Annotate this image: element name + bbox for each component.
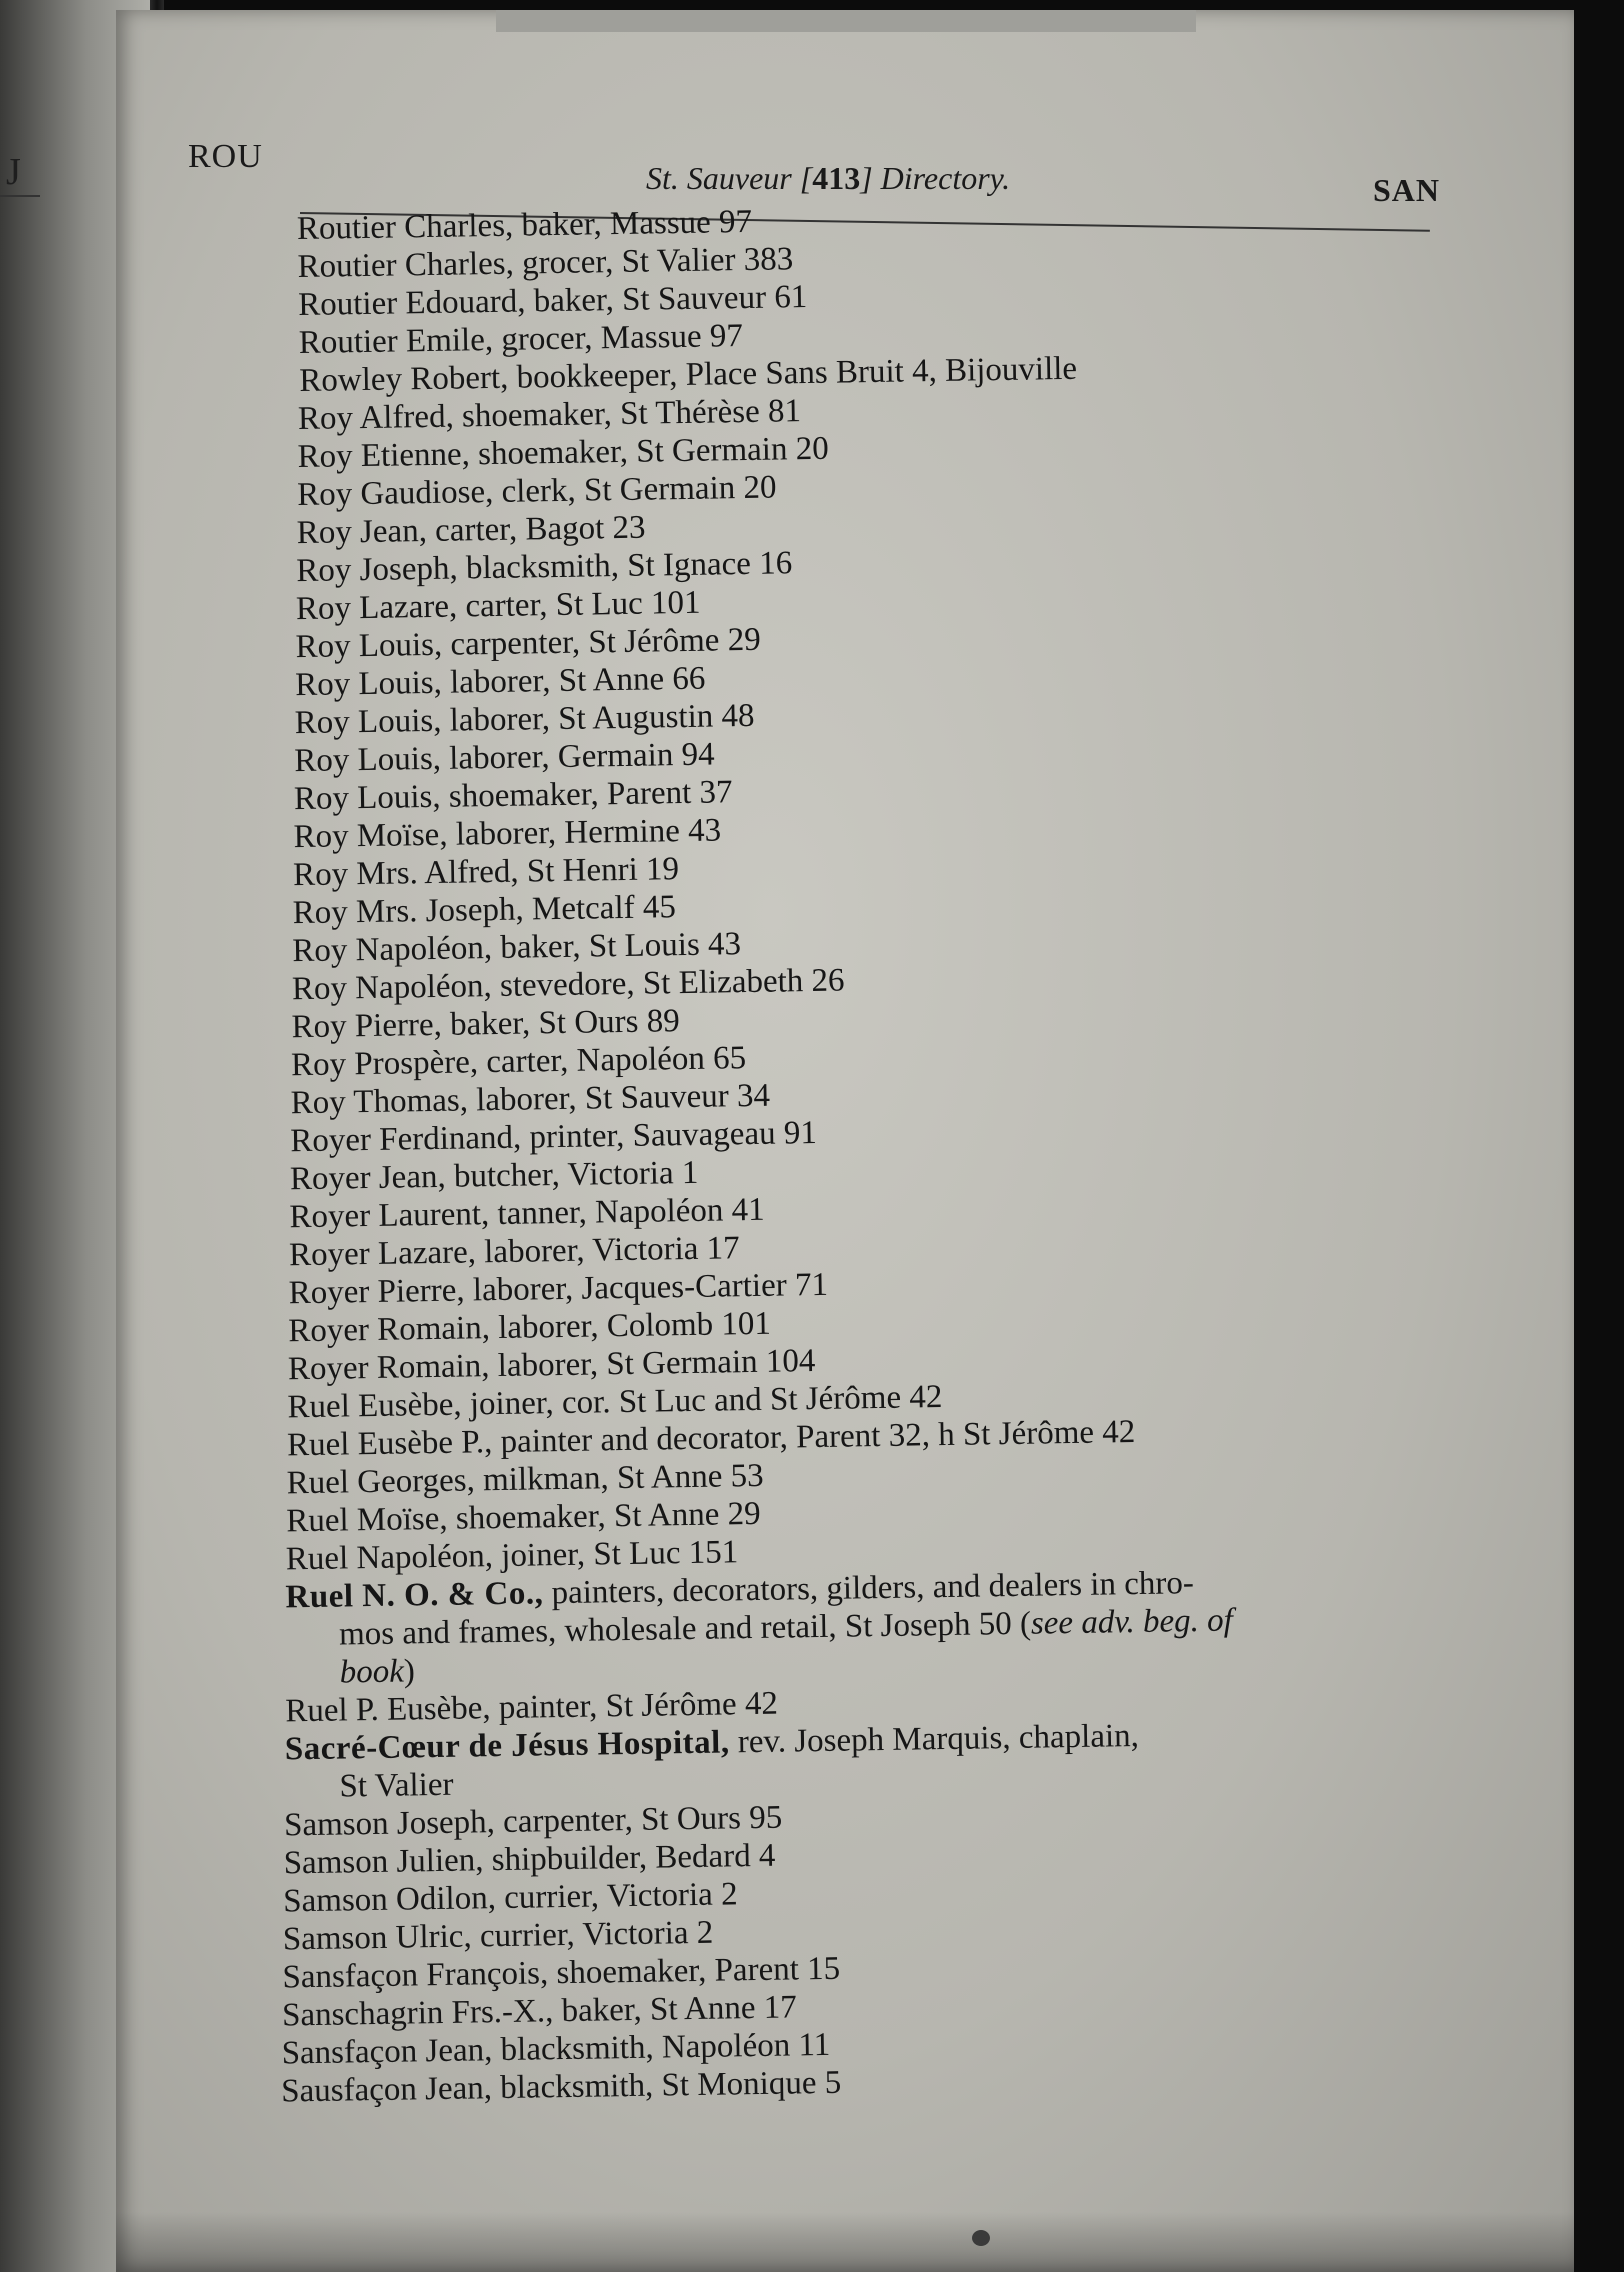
entry-line: Roy Lazare, carter, St Luc 101 xyxy=(295,584,701,628)
sacre-coeur-line1: rev. Joseph Marquis, chaplain, xyxy=(729,1717,1140,1761)
header-left-guide: ROU xyxy=(188,138,263,175)
sacre-coeur-continuation: St Valier xyxy=(339,1766,454,1805)
entry-line: Roy Mrs. Joseph, Metcalf 45 xyxy=(292,889,677,932)
entry-line: Sausfaçon Jean, blacksmith, St Monique 5 xyxy=(280,2064,842,2110)
entry-line: Ruel Eusèbe P., painter and decorator, Parent 32, h St Jérôme 42 xyxy=(286,1414,1136,1464)
header-title-suffix: ] Directory. xyxy=(860,160,1011,196)
ruel-co-adv-note: see adv. beg. of xyxy=(1030,1602,1234,1642)
entry-line: Sanschagrin Frs.-X., baker, St Anne 17 xyxy=(281,1989,797,2034)
entry-line: Rowley Robert, bookkeeper, Place Sans Bruit 4, Bijouville xyxy=(299,350,1078,400)
entry-line: Royer Jean, butcher, Victoria 1 xyxy=(289,1154,699,1198)
entry-line: Roy Jean, carter, Bagot 23 xyxy=(296,509,646,552)
entry-line: Ruel Napoléon, joiner, St Luc 151 xyxy=(285,1534,739,1578)
entry-line: Ruel Georges, milkman, St Anne 53 xyxy=(286,1457,764,1502)
entry-line: Routier Emile, grocer, Massue 97 xyxy=(298,318,744,362)
sacre-coeur-name: Sacré-Cœur de Jésus Hospital, xyxy=(284,1724,730,1768)
entry-line: Samson Ulric, currier, Victoria 2 xyxy=(282,1914,714,1958)
page-top-tab xyxy=(496,10,1196,32)
entry-line: Royer Romain, laborer, St Germain 104 xyxy=(287,1343,816,1388)
left-page-letter: J xyxy=(6,151,21,193)
page-number: 413 xyxy=(812,160,861,196)
entry-line: Royer Lazare, laborer, Victoria 17 xyxy=(288,1230,740,1274)
entry-line: Royer Pierre, laborer, Jacques-Cartier 71 xyxy=(288,1266,829,1312)
entry-line: Routier Charles, grocer, St Valier 383 xyxy=(297,241,794,286)
entry-line: Routier Charles, baker, Massue 97 xyxy=(296,203,753,248)
entry-line: Roy Mrs. Alfred, St Henri 19 xyxy=(292,851,680,894)
entry-line: Samson Joseph, carpenter, St Ours 95 xyxy=(283,1799,783,1844)
entry-line: Roy Napoléon, stevedore, St Elizabeth 26 xyxy=(291,962,845,1008)
header-title-prefix: St. Sauveur [ xyxy=(646,160,813,196)
running-header xyxy=(188,138,1440,208)
ruel-co-continuation xyxy=(339,1652,415,1691)
entry-line: Royer Ferdinand, printer, Sauvageau 91 xyxy=(290,1114,818,1160)
entry-line: Royer Romain, laborer, Colomb 101 xyxy=(288,1305,772,1350)
entry-line: Ruel Eusèbe, joiner, cor. St Luc and St Jérôme 42 xyxy=(287,1379,943,1426)
entry-line: Roy Napoléon, baker, St Louis 43 xyxy=(292,926,742,970)
header-title xyxy=(646,160,1010,197)
ruel-co-name: Ruel N. O. & Co., xyxy=(285,1575,544,1616)
page-bottom-shadow xyxy=(116,2212,1574,2272)
entry-line: Roy Gaudiose, clerk, St Germain 20 xyxy=(296,469,777,514)
entry-line: Sansfaçon Jean, blacksmith, Napoléon 11 xyxy=(281,2026,831,2072)
entry-line: Samson Julien, shipbuilder, Bedard 4 xyxy=(283,1837,776,1882)
ruel-co-close: ) xyxy=(403,1653,416,1690)
entry-line: Roy Louis, laborer, St Augustin 48 xyxy=(294,697,755,742)
ruel-co-line2: mos and frames, wholesale and retail, St Joseph 50 ( xyxy=(338,1605,1032,1653)
entry-line: Roy Prospère, carter, Napoléon 65 xyxy=(290,1040,747,1084)
ink-smudge xyxy=(972,2230,990,2246)
entry-line: Roy Louis, laborer, Germain 94 xyxy=(294,736,715,780)
ruel-co-adv-book: book xyxy=(339,1653,405,1691)
entry-line: Ruel P. Eusèbe, painter, St Jérôme 42 xyxy=(284,1685,779,1730)
entry-line: Roy Louis, laborer, St Anne 66 xyxy=(294,660,706,704)
entry-line: Samson Odilon, currier, Victoria 2 xyxy=(282,1876,738,1920)
entry-line: Roy Joseph, blacksmith, St Ignace 16 xyxy=(296,545,793,590)
entry-line: Roy Thomas, laborer, St Sauveur 34 xyxy=(290,1077,771,1122)
entry-line: Roy Moïse, laborer, Hermine 43 xyxy=(293,812,722,856)
entry-line: Roy Etienne, shoemaker, St Germain 20 xyxy=(297,430,829,476)
entry-line: Routier Edouard, baker, St Sauveur 61 xyxy=(297,279,808,324)
entry-line: Royer Laurent, tanner, Napoléon 41 xyxy=(289,1191,765,1236)
entry-line: Roy Pierre, baker, St Ours 89 xyxy=(291,1003,680,1046)
entry-line: Sansfaçon François, shoemaker, Parent 15 xyxy=(282,1950,841,1996)
header-right-guide: SAN xyxy=(1372,172,1440,208)
entry-line: Roy Louis, carpenter, St Jérôme 29 xyxy=(295,621,761,666)
left-page-rule xyxy=(0,195,40,197)
entry-line: Roy Alfred, shoemaker, St Thérèse 81 xyxy=(297,393,802,438)
entry-line: Roy Louis, shoemaker, Parent 37 xyxy=(293,774,733,818)
entry-line: Ruel Moïse, shoemaker, St Anne 29 xyxy=(286,1495,761,1540)
ruel-co-line1: painters, decorators, gilders, and dealers in chro- xyxy=(543,1565,1195,1612)
